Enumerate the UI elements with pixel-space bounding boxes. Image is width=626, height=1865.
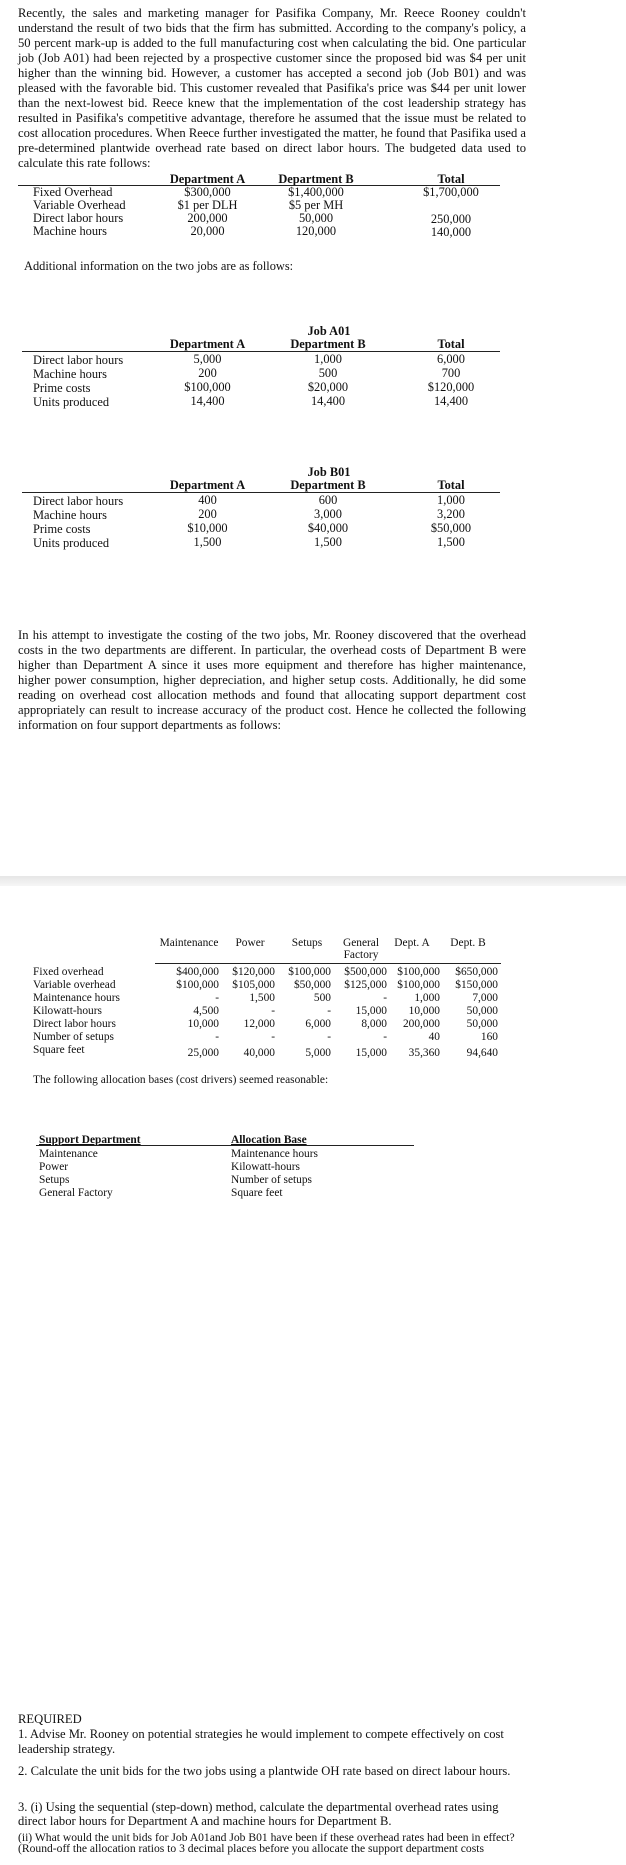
job-a01-cell: $100,000	[184, 380, 231, 394]
bases-dept: General Factory	[39, 1187, 113, 1199]
job-a01-cell: 500	[318, 366, 338, 380]
bases-dept: Maintenance	[39, 1148, 98, 1160]
budget-header-total: Total	[437, 172, 465, 186]
support-header: Dept. B	[450, 937, 486, 949]
job-b01-cell: 3,200	[437, 507, 465, 521]
required-item-3ii: (ii) What would the unit bids for Job A01and Job B01 have been if these overhead rates had been in effect? (Round-off the allocation ratios to 3 decimal places before you allocate the support department costs	[18, 1831, 515, 1855]
job-a01-cell: 700	[441, 366, 461, 380]
support-header: Maintenance	[159, 937, 219, 949]
bases-header-department: Support Department	[39, 1134, 141, 1146]
required-item-3i: 3. (i) Using the sequential (step-down) method, calculate the departmental overhead rates using direct labor hours for Department A and machine hours for Department B.	[18, 1800, 499, 1828]
job-b01-header-dept-a: Department A	[169, 478, 246, 492]
job-a01-row-label: Direct labor hours	[33, 353, 124, 367]
support-cell: 35,360	[408, 1047, 440, 1059]
budget-cell: $300,000	[184, 185, 231, 199]
support-row-label: Maintenance hours	[33, 992, 120, 1004]
investigation-paragraph: In his attempt to investigate the costing of the two jobs, Mr. Rooney discovered that the overhead costs in the two departments are different. In particular, the overhead costs of Department B were higher than Department A since it uses more equipment and therefore has higher maintenance, higher power consumption, higher depreciation, and higher setup costs. Additionally, he did some reading on overhead cost allocation methods and found that allocating support department cost appropriately can result to increase accuracy of the product cost. Hence he collected the following information on four support departments as follows:	[18, 628, 526, 732]
support-cell: 1,500	[249, 992, 275, 1004]
support-cell: $120,000	[232, 966, 275, 978]
budget-cell: $1,700,000	[423, 185, 479, 199]
support-cell: $50,000	[293, 979, 331, 991]
support-cell: -	[383, 1031, 387, 1043]
job-b01-row-label: Machine hours	[33, 508, 107, 522]
budget-row-label: Machine hours	[33, 224, 107, 238]
support-cell: -	[271, 1005, 275, 1017]
job-a01-cell: $20,000	[307, 380, 349, 394]
support-cell: 8,000	[361, 1018, 387, 1030]
bases-header-base: Allocation Base	[231, 1134, 307, 1146]
support-row-label: Kilowatt-hours	[33, 1005, 102, 1017]
support-cell: -	[327, 1031, 331, 1043]
support-cell: 500	[313, 992, 331, 1004]
page-separator	[0, 876, 626, 886]
support-cell: 200,000	[402, 1018, 440, 1030]
job-a01-cell: $120,000	[427, 380, 475, 394]
support-row-label: Square feet	[33, 1044, 85, 1056]
job-a01-row-label: Prime costs	[33, 381, 91, 395]
support-header: General Factory	[342, 937, 380, 961]
support-cell: $500,000	[344, 966, 387, 978]
allocation-bases-intro: The following allocation bases (cost drivers) seemed reasonable:	[33, 1074, 329, 1086]
bases-header-rule	[36, 1145, 414, 1146]
job-b01-cell: 1,500	[193, 535, 222, 549]
required-heading: REQUIRED	[18, 1712, 82, 1726]
support-cell: 40	[428, 1031, 440, 1043]
job-a01-row-label: Machine hours	[33, 367, 107, 381]
bases-base: Number of setups	[231, 1174, 312, 1186]
support-cell: 10,000	[408, 1005, 440, 1017]
job-b01-row-label: Direct labor hours	[33, 494, 124, 508]
job-b01-header-rule	[22, 492, 500, 493]
budget-cell: $1 per DLH	[177, 198, 238, 212]
job-a01-cell: 1,000	[314, 352, 342, 366]
support-cell: $100,000	[288, 966, 331, 978]
support-cell: 15,000	[355, 1005, 387, 1017]
job-b01-cell: $50,000	[430, 521, 472, 535]
budget-cell: 250,000	[430, 212, 472, 226]
support-cell: 5,000	[305, 1047, 331, 1059]
support-header: Dept. A	[394, 937, 430, 949]
support-cell: 160	[480, 1031, 498, 1043]
support-cell: 12,000	[243, 1018, 275, 1030]
job-b01-cell: 1,500	[437, 535, 465, 549]
support-row-label: Variable overhead	[33, 979, 116, 991]
support-cell: 1,000	[414, 992, 440, 1004]
budget-row-label: Fixed Overhead	[33, 185, 113, 199]
support-cell: 6,000	[305, 1018, 331, 1030]
job-b01-cell: 1,500	[314, 535, 342, 549]
support-cell: -	[215, 1031, 219, 1043]
job-b01-cell: 1,000	[437, 493, 465, 507]
job-a01-cell: 14,400	[190, 394, 225, 408]
required-item-2: 2. Calculate the unit bids for the two jobs using a plantwide OH rate based on direct labour hours.	[18, 1764, 511, 1778]
job-b01-cell: 400	[198, 493, 217, 507]
job-a01-header-dept-a: Department A	[169, 337, 246, 351]
support-cell: $100,000	[397, 966, 440, 978]
job-a01-cell: 5,000	[193, 352, 222, 366]
support-header: Setups	[291, 937, 323, 949]
support-cell: -	[327, 1005, 331, 1017]
job-a01-row-label: Units produced	[33, 395, 110, 409]
job-a01-cell: 14,400	[310, 394, 346, 408]
job-b01-cell: $10,000	[187, 521, 228, 535]
additional-info-text: Additional information on the two jobs are as follows:	[24, 259, 294, 273]
budget-cell: 120,000	[295, 224, 337, 238]
job-b01-row-label: Prime costs	[33, 522, 91, 536]
budget-cell: $1,400,000	[288, 185, 344, 199]
budget-cell: 50,000	[298, 211, 334, 225]
bases-dept: Setups	[39, 1174, 70, 1186]
job-a01-header-dept-b: Department B	[290, 337, 366, 351]
support-cell: $150,000	[455, 979, 498, 991]
job-a01-header-total: Total	[437, 337, 465, 351]
support-cell: $100,000	[397, 979, 440, 991]
job-a01-header-rule	[22, 351, 500, 352]
job-a01-cell: 6,000	[437, 352, 465, 366]
support-row-label: Direct labor hours	[33, 1018, 116, 1030]
support-cell: 10,000	[187, 1018, 219, 1030]
bases-base: Kilowatt-hours	[231, 1161, 300, 1173]
intro-paragraph: Recently, the sales and marketing manager for Pasifika Company, Mr. Reece Rooney couldn't understand the result of two bids that the firm has submitted. According to the company's policy, a 50 percent mark-up is added to the full manufacturing cost when calculating the bid. One particular job (Job A01) had been rejected by a prospective customer since the proposed bid was $4 per unit higher than the winning bid. However, a customer has accepted a second job (Job B01) and was pleased with the favorable bid. This customer revealed that Pasifika's price was $44 per unit lower than the next-lowest bid. Reece knew that the implementation of the cost leadership strategy has resulted in Pasifika's competitive advantage, therefore he assumed that the issue must be related to cost allocation procedures. When Reece further investigated the matter, he found that Pasifika used a pre-determined plantwide overhead rate based on direct labor hours. The budgeted data used to calculate this rate follows:	[18, 6, 526, 170]
support-cell: 50,000	[466, 1005, 498, 1017]
support-cell: $100,000	[176, 979, 219, 991]
budget-header-dept-a: Department A	[169, 172, 246, 186]
job-b01-cell: 3,000	[314, 507, 342, 521]
support-cell: 15,000	[355, 1047, 387, 1059]
support-cell: $105,000	[232, 979, 275, 991]
budget-cell: 20,000	[190, 224, 225, 238]
support-cell: $400,000	[176, 966, 219, 978]
job-a01-cell: 14,400	[433, 394, 469, 408]
support-cell: 50,000	[466, 1018, 498, 1030]
bases-base: Square feet	[231, 1187, 283, 1199]
support-cell: 40,000	[243, 1047, 275, 1059]
bases-dept: Power	[39, 1161, 69, 1173]
job-b01-cell: $40,000	[307, 521, 349, 535]
support-cell: 94,640	[466, 1047, 498, 1059]
support-cell: -	[215, 992, 219, 1004]
job-b01-cell: 200	[198, 507, 217, 521]
bases-base: Maintenance hours	[231, 1148, 318, 1160]
budget-cell: 140,000	[430, 225, 472, 239]
support-cell: 7,000	[472, 992, 498, 1004]
job-b01-header-dept-b: Department B	[290, 478, 366, 492]
support-cell: -	[271, 1031, 275, 1043]
budget-row-label: Direct labor hours	[33, 211, 124, 225]
required-item-1: 1. Advise Mr. Rooney on potential strategies he would implement to compete effectively on cost leadership strategy.	[18, 1727, 504, 1756]
support-row-label: Fixed overhead	[33, 966, 104, 978]
support-cell: -	[383, 992, 387, 1004]
budget-row-label: Variable Overhead	[33, 198, 126, 212]
budget-cell: $5 per MH	[288, 198, 344, 212]
job-b01-title: Job B01	[307, 465, 351, 479]
budget-cell: 200,000	[187, 211, 228, 225]
support-header: Power	[235, 937, 265, 949]
job-a01-cell: 200	[198, 366, 217, 380]
budget-header-dept-b: Department B	[278, 172, 354, 186]
support-cell: $650,000	[455, 966, 498, 978]
job-b01-row-label: Units produced	[33, 536, 110, 550]
job-a01-title: Job A01	[307, 324, 351, 338]
support-header-rule	[155, 963, 501, 964]
support-cell: 25,000	[187, 1047, 219, 1059]
support-cell: $125,000	[344, 979, 387, 991]
job-b01-cell: 600	[318, 493, 338, 507]
support-row-label: Number of setups	[33, 1031, 114, 1043]
job-b01-header-total: Total	[437, 478, 465, 492]
support-cell: 4,500	[193, 1005, 219, 1017]
